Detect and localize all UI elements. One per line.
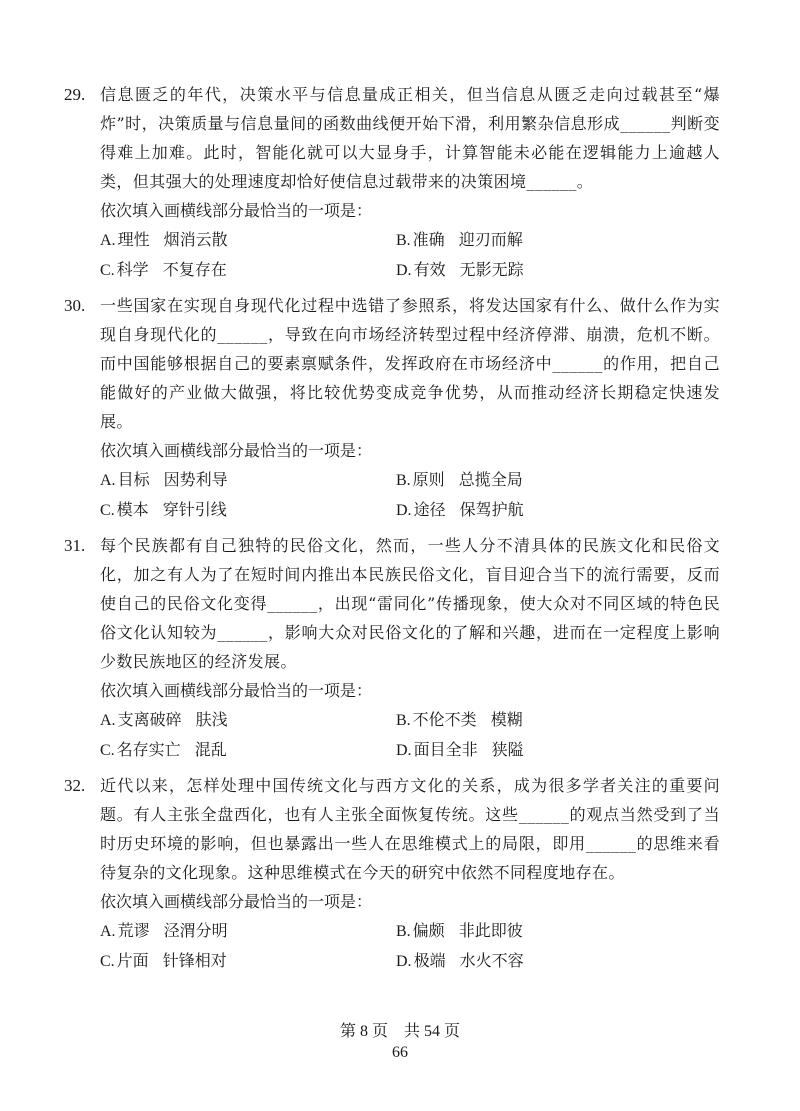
option-word-2: 不复存在 <box>162 260 227 279</box>
question-stem: 近代以来，怎样处理中国传统文化与西方文化的关系，成为很多学者关注的重要问题。有人主张全盘西化，也有人主张全面恢复传统。这些______的观点当然受到了当时历史环境的影响，但也暴露出一些人在思维模式上的局限，即用______的思维来看待复杂的文化现象。这种思维模式在今天的研究中依然不同程度地存在。 <box>100 776 720 882</box>
option-word-2: 非此即彼 <box>458 921 523 940</box>
option-word-2: 因势利导 <box>163 470 228 489</box>
option-word-2: 狭隘 <box>491 740 524 759</box>
option-letter: A. <box>100 712 116 729</box>
option-word-1: 科学 <box>116 260 149 279</box>
option-a[interactable] <box>100 465 396 495</box>
option-word-1: 不伦不类 <box>412 710 477 729</box>
question-number: 29. <box>64 85 86 104</box>
option-b[interactable] <box>396 916 692 946</box>
option-c[interactable] <box>100 735 396 765</box>
option-word-2: 泾渭分明 <box>163 921 228 940</box>
option-word-2: 水火不容 <box>459 951 524 970</box>
option-d[interactable] <box>396 255 692 285</box>
option-word-1: 模本 <box>116 500 149 519</box>
option-letter: D. <box>396 742 412 759</box>
option-a[interactable] <box>100 705 396 735</box>
option-d[interactable] <box>396 946 692 976</box>
option-letter: D. <box>396 502 412 519</box>
option-list <box>100 465 720 525</box>
option-word-2: 烟消云散 <box>163 230 228 249</box>
option-letter: C. <box>100 953 115 970</box>
option-a[interactable] <box>100 225 396 255</box>
question-page <box>64 80 720 982</box>
option-word-2: 总揽全局 <box>458 470 523 489</box>
question-prompt: 依次填入画横线部分最恰当的一项是： <box>100 892 373 911</box>
option-word-1: 有效 <box>413 260 446 279</box>
option-word-1: 支离破碎 <box>117 710 182 729</box>
option-b[interactable] <box>396 225 692 255</box>
question-31 <box>64 531 720 765</box>
option-word-2: 迎刃而解 <box>458 230 523 249</box>
option-letter: B. <box>396 923 411 940</box>
option-list <box>100 705 720 765</box>
option-letter: B. <box>396 712 411 729</box>
option-letter: D. <box>396 953 412 970</box>
option-word-2: 肤浅 <box>195 710 228 729</box>
question-30 <box>64 291 720 525</box>
option-word-1: 面目全非 <box>413 740 478 759</box>
option-letter: B. <box>396 472 411 489</box>
question-number: 31. <box>64 536 86 555</box>
option-word-2: 针锋相对 <box>162 951 227 970</box>
option-list <box>100 225 720 285</box>
question-29 <box>64 80 720 285</box>
option-word-1: 极端 <box>413 951 446 970</box>
option-word-1: 理性 <box>117 230 150 249</box>
option-letter: A. <box>100 472 116 489</box>
option-word-2: 保驾护航 <box>459 500 524 519</box>
option-letter: A. <box>100 923 116 940</box>
question-stem: 一些国家在实现自身现代化过程中选错了参照系，将发达国家有什么、做什么作为实现自身现代化的______，导致在向市场经济转型过程中经济停滞、崩溃，危机不断。而中国能够根据自己的要素禀赋条件，发挥政府在市场经济中______的作用，把自己能做好的产业做大做强，将比较优势变成竞争优势，从而推动经济长期稳定快速发展。 <box>100 296 720 431</box>
option-word-1: 片面 <box>116 951 149 970</box>
option-c[interactable] <box>100 495 396 525</box>
option-word-1: 名存实亡 <box>116 740 181 759</box>
question-stem: 每个民族都有自己独特的民俗文化，然而，一些人分不清具体的民族文化和民俗文化，加之有人为了在短时间内推出本民族民俗文化，盲目迎合当下的流行需要，反而使自己的民俗文化变得______，出现“雷同化”传播现象，使大众对不同区域的特色民俗文化认知较为______，影响大众对民俗文化的了解和兴趣，进而在一定程度上影响少数民族地区的经济发展。 <box>100 536 720 671</box>
question-prompt: 依次填入画横线部分最恰当的一项是： <box>100 441 373 460</box>
option-word-1: 偏颇 <box>412 921 445 940</box>
option-letter: C. <box>100 262 115 279</box>
option-word-2: 混乱 <box>194 740 227 759</box>
option-word-2: 无影无踪 <box>459 260 524 279</box>
option-word-2: 模糊 <box>490 710 523 729</box>
option-word-1: 途径 <box>413 500 446 519</box>
question-number: 30. <box>64 296 86 315</box>
option-word-2: 穿针引线 <box>162 500 227 519</box>
option-word-1: 目标 <box>117 470 150 489</box>
option-a[interactable] <box>100 916 396 946</box>
option-letter: D. <box>396 262 412 279</box>
option-letter: C. <box>100 742 115 759</box>
question-prompt: 依次填入画横线部分最恰当的一项是： <box>100 201 373 220</box>
question-prompt: 依次填入画横线部分最恰当的一项是： <box>100 681 373 700</box>
option-d[interactable] <box>396 735 692 765</box>
question-number: 32. <box>64 776 86 795</box>
option-d[interactable] <box>396 495 692 525</box>
question-32 <box>64 771 720 976</box>
option-c[interactable] <box>100 255 396 285</box>
page-indicator: 第 8 页 共 54 页 <box>339 1023 460 1040</box>
option-letter: B. <box>396 232 411 249</box>
option-b[interactable] <box>396 465 692 495</box>
option-letter: C. <box>100 502 115 519</box>
option-list <box>100 916 720 976</box>
option-word-1: 原则 <box>412 470 445 489</box>
option-word-1: 准确 <box>412 230 445 249</box>
page-number: 66 <box>392 1044 408 1061</box>
option-letter: A. <box>100 232 116 249</box>
option-c[interactable] <box>100 946 396 976</box>
question-stem: 信息匮乏的年代，决策水平与信息量成正相关，但当信息从匮乏走向过载甚至“爆炸”时，决策质量与信息量间的函数曲线便开始下滑，利用繁杂信息形成______判断变得难上加难。此时，智能化就可以大显身手，计算智能未必能在逻辑能力上逾越人类，但其强大的处理速度却恰好使信息过载带来的决策困境______。 <box>100 85 720 191</box>
option-b[interactable] <box>396 705 692 735</box>
option-word-1: 荒谬 <box>117 921 150 940</box>
